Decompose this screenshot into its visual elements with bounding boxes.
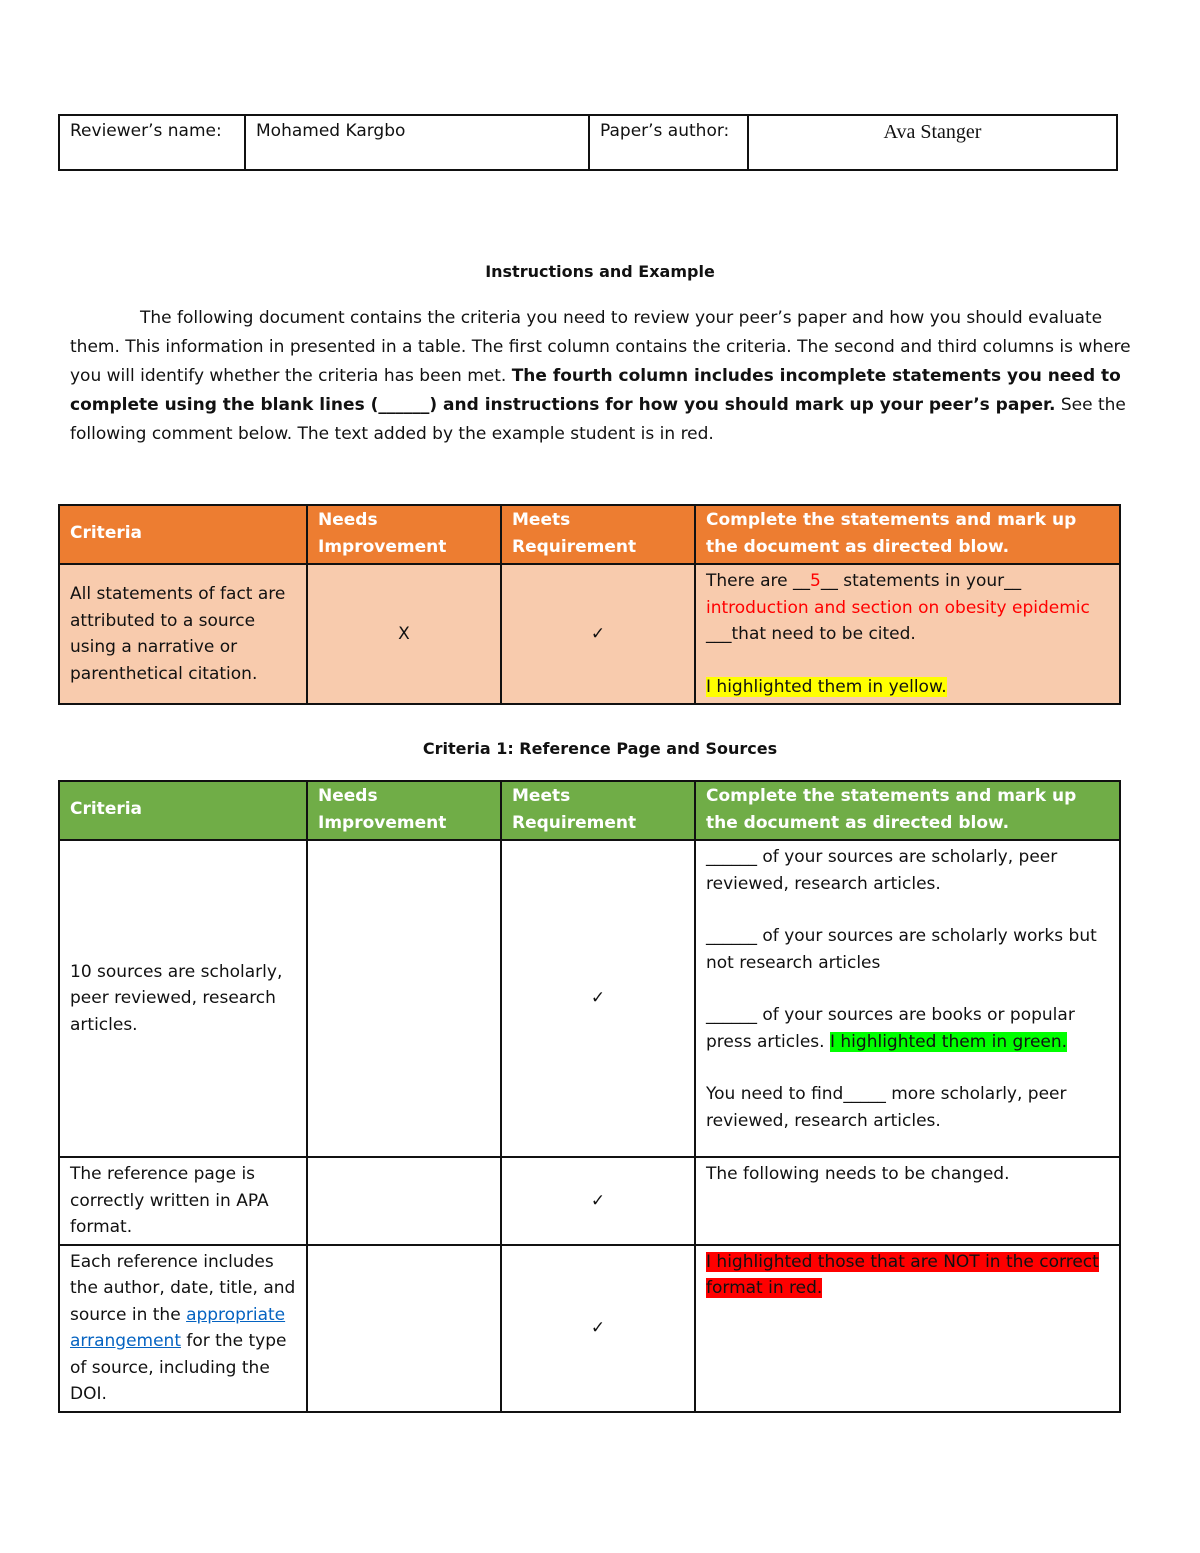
- instructions-text-1: The following document contains the criteria you need to review your peer’s paper and how you should evaluate them. This information in presented in a table. The first column contains the criteria. The second and third columns is where you will identify whether the criteria has been met.: [70, 308, 1131, 386]
- example-criterion: All statements of fact are attributed to a source using a narrative or parenthetical citation.: [59, 564, 307, 704]
- sources-statements[interactable]: [695, 840, 1120, 1157]
- needs-improvement-mark[interactable]: X: [307, 564, 501, 704]
- needs-improvement-header: Needs Improvement: [307, 781, 501, 840]
- criterion-scholarly-sources: 10 sources are scholarly, peer reviewed, research articles.: [59, 840, 307, 1157]
- statement-text: There are __: [706, 571, 810, 591]
- red-highlight-note: I highlighted those that are NOT in the correct format in red.: [706, 1251, 1099, 1298]
- criterion-reference-elements: [59, 1245, 307, 1412]
- table-row: [59, 840, 1120, 1157]
- reference-statement[interactable]: [695, 1245, 1120, 1412]
- needs-improvement-header: Needs Improvement: [307, 505, 501, 564]
- criterion-text: Each reference includes the author, date, title, and source in the: [70, 1251, 296, 1325]
- instructions-bold-text: The fourth column includes incomplete statements you need to complete using the blank lines (______) and instructions for how you should mark up your peer’s paper.: [70, 366, 1121, 415]
- statement-red-text: introduction and section on obesity epidemic: [706, 597, 1090, 618]
- statement-text: ___that need to be cited.: [706, 624, 916, 644]
- criterion-apa-format: The reference page is correctly written in APA format.: [59, 1157, 307, 1245]
- criteria-1-header-row: [59, 781, 1120, 840]
- instructions-heading: Instructions and Example: [485, 262, 715, 281]
- criteria-header: Criteria: [59, 781, 307, 840]
- example-row: [59, 564, 1120, 704]
- meets-requirement-header: Meets Requirement: [501, 781, 695, 840]
- complete-statements-header: Complete the statements and mark up the document as directed blow.: [695, 781, 1120, 840]
- instructions-paragraph: [70, 304, 1134, 449]
- example-header-row: [59, 505, 1120, 564]
- example-statements[interactable]: [695, 564, 1120, 704]
- statement-count: 5: [810, 571, 821, 591]
- meets-requirement-mark[interactable]: ✓: [501, 1157, 695, 1245]
- author-name[interactable]: Ava Stanger: [883, 121, 982, 143]
- criteria-1-table: [58, 780, 1121, 1413]
- green-highlight-note: I highlighted them in green.: [829, 1031, 1068, 1052]
- statement-text: __ statements in your__: [820, 571, 1022, 591]
- table-row: [59, 1157, 1120, 1245]
- meets-requirement-mark[interactable]: ✓: [501, 1245, 695, 1412]
- reviewer-name[interactable]: Mohamed Kargbo: [246, 116, 590, 169]
- needs-improvement-cell[interactable]: [307, 1245, 501, 1412]
- meets-requirement-mark[interactable]: ✓: [501, 564, 695, 704]
- criterion-text: for the type of source, including the DOI.: [70, 1331, 287, 1404]
- needs-improvement-cell[interactable]: [307, 840, 501, 1157]
- criteria-header: Criteria: [59, 505, 307, 564]
- apa-statement[interactable]: The following needs to be changed.: [695, 1157, 1120, 1245]
- complete-statements-header: Complete the statements and mark up the document as directed blow.: [695, 505, 1120, 564]
- meets-requirement-mark[interactable]: ✓: [501, 840, 695, 1157]
- example-table: [58, 504, 1121, 705]
- statement-text: ______ of your sources are scholarly, peer reviewed, research articles.: [706, 847, 1058, 894]
- meets-requirement-header: Meets Requirement: [501, 505, 695, 564]
- instructions-text-2: See the following comment below. The text added by the example student is in red.: [70, 395, 1126, 444]
- reviewer-label: Reviewer’s name:: [60, 116, 246, 169]
- criteria-1-heading: Criteria 1: Reference Page and Sources: [422, 739, 778, 758]
- statement-text: ______ of your sources are scholarly works but not research articles: [706, 926, 1097, 973]
- yellow-highlight-note: I highlighted them in yellow.: [706, 676, 947, 697]
- appropriate-arrangement-link[interactable]: appropriate arrangement: [70, 1304, 286, 1351]
- author-label: Paper’s author:: [590, 116, 749, 169]
- table-row: [59, 1245, 1120, 1412]
- statement-text: You need to find_____ more scholarly, peer reviewed, research articles.: [706, 1084, 1067, 1131]
- reviewer-info-table: [58, 114, 1118, 171]
- statement-text: ______ of your sources are books or popular press articles.: [706, 1005, 1075, 1052]
- needs-improvement-cell[interactable]: [307, 1157, 501, 1245]
